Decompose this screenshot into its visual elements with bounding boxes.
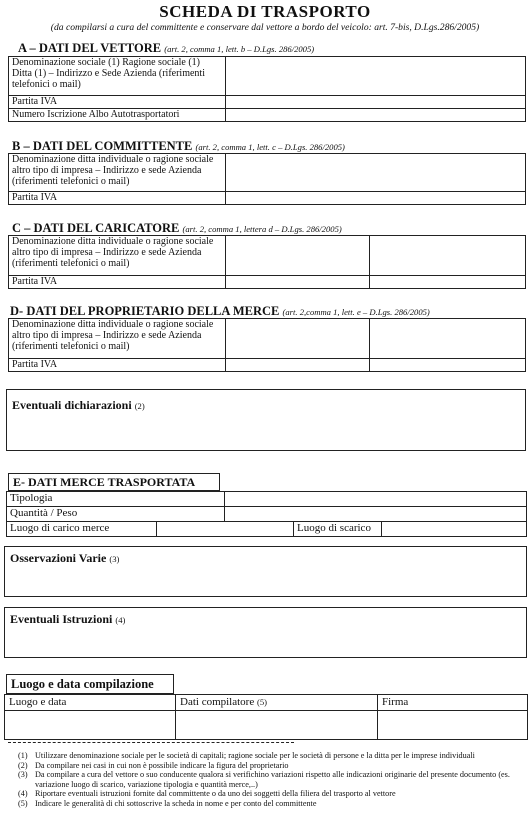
- caricatore-denominazione-field[interactable]: [226, 236, 370, 276]
- committente-denominazione-field[interactable]: [226, 154, 526, 192]
- vettore-partita-iva-label: Partita IVA: [9, 96, 226, 109]
- vettore-denominazione-field[interactable]: [226, 57, 526, 96]
- tipologia-field[interactable]: [225, 492, 527, 507]
- firma-field[interactable]: [378, 711, 528, 740]
- dati-compilatore-header: Dati compilatore (5): [176, 695, 378, 711]
- document-title: SCHEDA DI TRASPORTO: [159, 2, 371, 21]
- footnotes: [18, 751, 518, 809]
- section-d-table: [8, 318, 526, 372]
- section-b-ref: (art. 2, comma 1, lett. c – D.Lgs. 286/2005): [195, 142, 345, 152]
- quantita-field[interactable]: [225, 507, 527, 522]
- section-d-header: [10, 304, 430, 319]
- footnote-4: (4) Riportare eventuali istruzioni fornite dal committente o da uno dei soggetti della filiera del trasporto al vettore: [18, 789, 396, 799]
- committente-partita-iva-label: Partita IVA: [9, 192, 226, 205]
- quantita-label: Quantità / Peso: [7, 507, 225, 522]
- footnote-2: (2) Da compilare nei casi in cui non è possibile indicare la figura del proprietario: [18, 760, 289, 770]
- proprietario-partita-iva-label: Partita IVA: [9, 359, 226, 372]
- caricatore-partita-iva-extra-field[interactable]: [370, 276, 526, 289]
- section-b-header: [12, 139, 345, 154]
- luogo-carico-field[interactable]: [157, 522, 294, 537]
- committente-partita-iva-field[interactable]: [226, 192, 526, 205]
- section-d-title: D- DATI DEL PROPRIETARIO DELLA MERCE: [10, 304, 280, 318]
- section-a-table: [8, 56, 526, 122]
- committente-denominazione-label: Denominazione ditta individuale o ragione sociale altro tipo di impresa – Indirizzo e sede Azienda (riferimenti telefonici o mail): [9, 154, 226, 192]
- osservazioni-label: Osservazioni Varie (3): [10, 551, 120, 565]
- section-c-title: C – DATI DEL CARICATORE: [12, 221, 180, 235]
- dati-compilatore-field[interactable]: [176, 711, 378, 740]
- footnote-1: (1) Utilizzare denominazione sociale per le società di capitali; ragione sociale per le società di persone e la ditta per le imprese individuali: [18, 751, 475, 760]
- section-c-header: [12, 221, 342, 236]
- vettore-partita-iva-field[interactable]: [226, 96, 526, 109]
- caricatore-denominazione-label: Denominazione ditta individuale o ragione sociale altro tipo di impresa – Indirizzo e sede Azienda (riferimenti telefonici o mail): [9, 236, 226, 276]
- section-d-ref: (art. 2,comma 1, lett. e – D.Lgs. 286/2005): [282, 307, 430, 317]
- compilazione-table: [4, 694, 528, 740]
- compilazione-title: Luogo e data compilazione: [6, 674, 174, 694]
- caricatore-denominazione-extra-field[interactable]: [370, 236, 526, 276]
- section-b-title: B – DATI DEL COMMITTENTE: [12, 139, 193, 153]
- section-a-header: [18, 41, 314, 56]
- vettore-albo-field[interactable]: [226, 109, 526, 122]
- caricatore-partita-iva-field[interactable]: [226, 276, 370, 289]
- proprietario-denominazione-extra-field[interactable]: [370, 319, 526, 359]
- luogo-scarico-field[interactable]: [382, 522, 527, 537]
- dichiarazioni-label: Eventuali dichiarazioni (2): [12, 398, 145, 412]
- luogo-carico-label: Luogo di carico merce: [7, 522, 157, 537]
- proprietario-partita-iva-field[interactable]: [226, 359, 370, 372]
- footnote-3: (3) Da compilare a cura del vettore o suo conducente qualora si verifichino variazioni rispetto alle indicazioni originarie del presente documento (es. variazione luogo di scarico, variazione tipologia e quantità merce,..): [18, 770, 510, 789]
- dichiarazioni-box[interactable]: [6, 389, 526, 451]
- section-e-title: E- DATI MERCE TRASPORTATA: [8, 473, 220, 491]
- istruzioni-label: Eventuali Istruzioni (4): [10, 612, 126, 626]
- luogo-data-field[interactable]: [5, 711, 176, 740]
- section-e-table: [6, 491, 527, 537]
- firma-header: Firma: [378, 695, 528, 711]
- vettore-albo-label: Numero Iscrizione Albo Autotrasportatori: [9, 109, 226, 122]
- caricatore-partita-iva-label: Partita IVA: [9, 276, 226, 289]
- proprietario-partita-iva-extra-field[interactable]: [370, 359, 526, 372]
- document-subtitle: (da compilarsi a cura del committente e conservare dal vettore a bordo del veicolo: art. 7-bis, D.Lgs.286/2005): [50, 22, 480, 33]
- section-c-ref: (art. 2, comma 1, lettera d – D.Lgs. 286/2005): [182, 224, 342, 234]
- section-b-table: [8, 153, 526, 205]
- vettore-denominazione-label: Denominazione sociale (1) Ragione sociale (1) Ditta (1) – Indirizzo e Sede Azienda (riferimenti telefonici o mail): [9, 57, 226, 96]
- luogo-data-header: Luogo e data: [5, 695, 176, 711]
- section-a-ref: (art. 2, comma 1, lett. b – D.Lgs. 286/2005): [164, 44, 315, 54]
- osservazioni-box[interactable]: [4, 546, 527, 597]
- section-a-title: A – DATI DEL VETTORE: [18, 41, 162, 55]
- section-c-table: [8, 235, 526, 289]
- tipologia-label: Tipologia: [7, 492, 225, 507]
- luogo-scarico-label: Luogo di scarico: [294, 522, 382, 537]
- notes-separator: [8, 742, 294, 743]
- footnote-5: (5) Indicare le generalità di chi sottoscrive la scheda in nome e per conto del committente: [18, 798, 317, 808]
- proprietario-denominazione-field[interactable]: [226, 319, 370, 359]
- istruzioni-box[interactable]: [4, 607, 527, 658]
- proprietario-denominazione-label: Denominazione ditta individuale o ragione sociale altro tipo di impresa – Indirizzo e sede Azienda (riferimenti telefonici o mail): [9, 319, 226, 359]
